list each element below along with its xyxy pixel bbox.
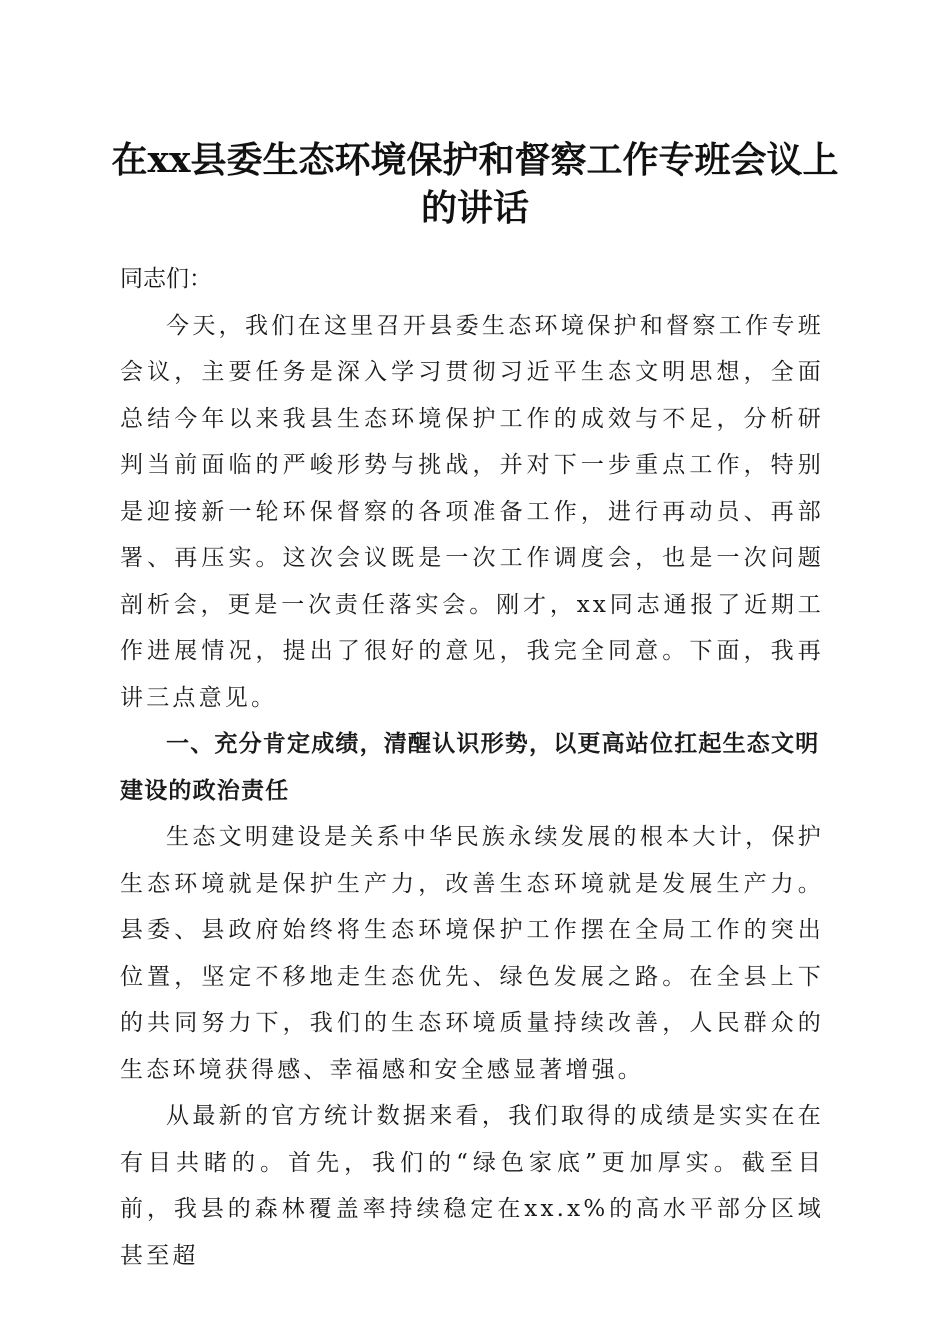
document-body: [120, 256, 824, 1279]
paragraph-statistics: 从最新的官方统计数据来看，我们取得的成绩是实实在在有目共睹的。首先，我们的“绿色家底”更加厚实。截至目前，我县的森林覆盖率持续稳定在xx.x%的高水平部分区域甚至超: [120, 1103, 824, 1269]
document-title: 在xx县委生态环境保护和督察工作专班会议上的讲话: [111, 139, 839, 229]
salutation: 同志们：: [120, 266, 212, 292]
section-heading-1: 一、充分肯定成绩，清醒认识形势，以更高站位扛起生态文明建设的政治责任: [120, 731, 820, 804]
paragraph-intro: 今天，我们在这里召开县委生态环境保护和督察工作专班会议，主要任务是深入学习贯彻习近平生态文明思想，全面总结今年以来我县生态环境保护工作的成效与不足，分析研判当前面临的严峻形势与挑战，并对下一步重点工作，特别是迎接新一轮环保督察的各项准备工作，进行再动员、再部署、再压实。这次会议既是一次工作调度会，也是一次问题剖析会，更是一次责任落实会。刚才，xx同志通报了近期工作进展情况，提出了很好的意见，我完全同意。下面，我再讲三点意见。: [120, 312, 824, 711]
paragraph-ecology: 生态文明建设是关系中华民族永续发展的根本大计，保护生态环境就是保护生产力，改善生态环境就是发展生产力。县委、县政府始终将生态环境保护工作摆在全局工作的突出位置，坚定不移地走生态优先、绿色发展之路。在全县上下的共同努力下，我们的生态环境质量持续改善，人民群众的生态环境获得感、幸福感和安全感显著增强。: [120, 824, 824, 1083]
